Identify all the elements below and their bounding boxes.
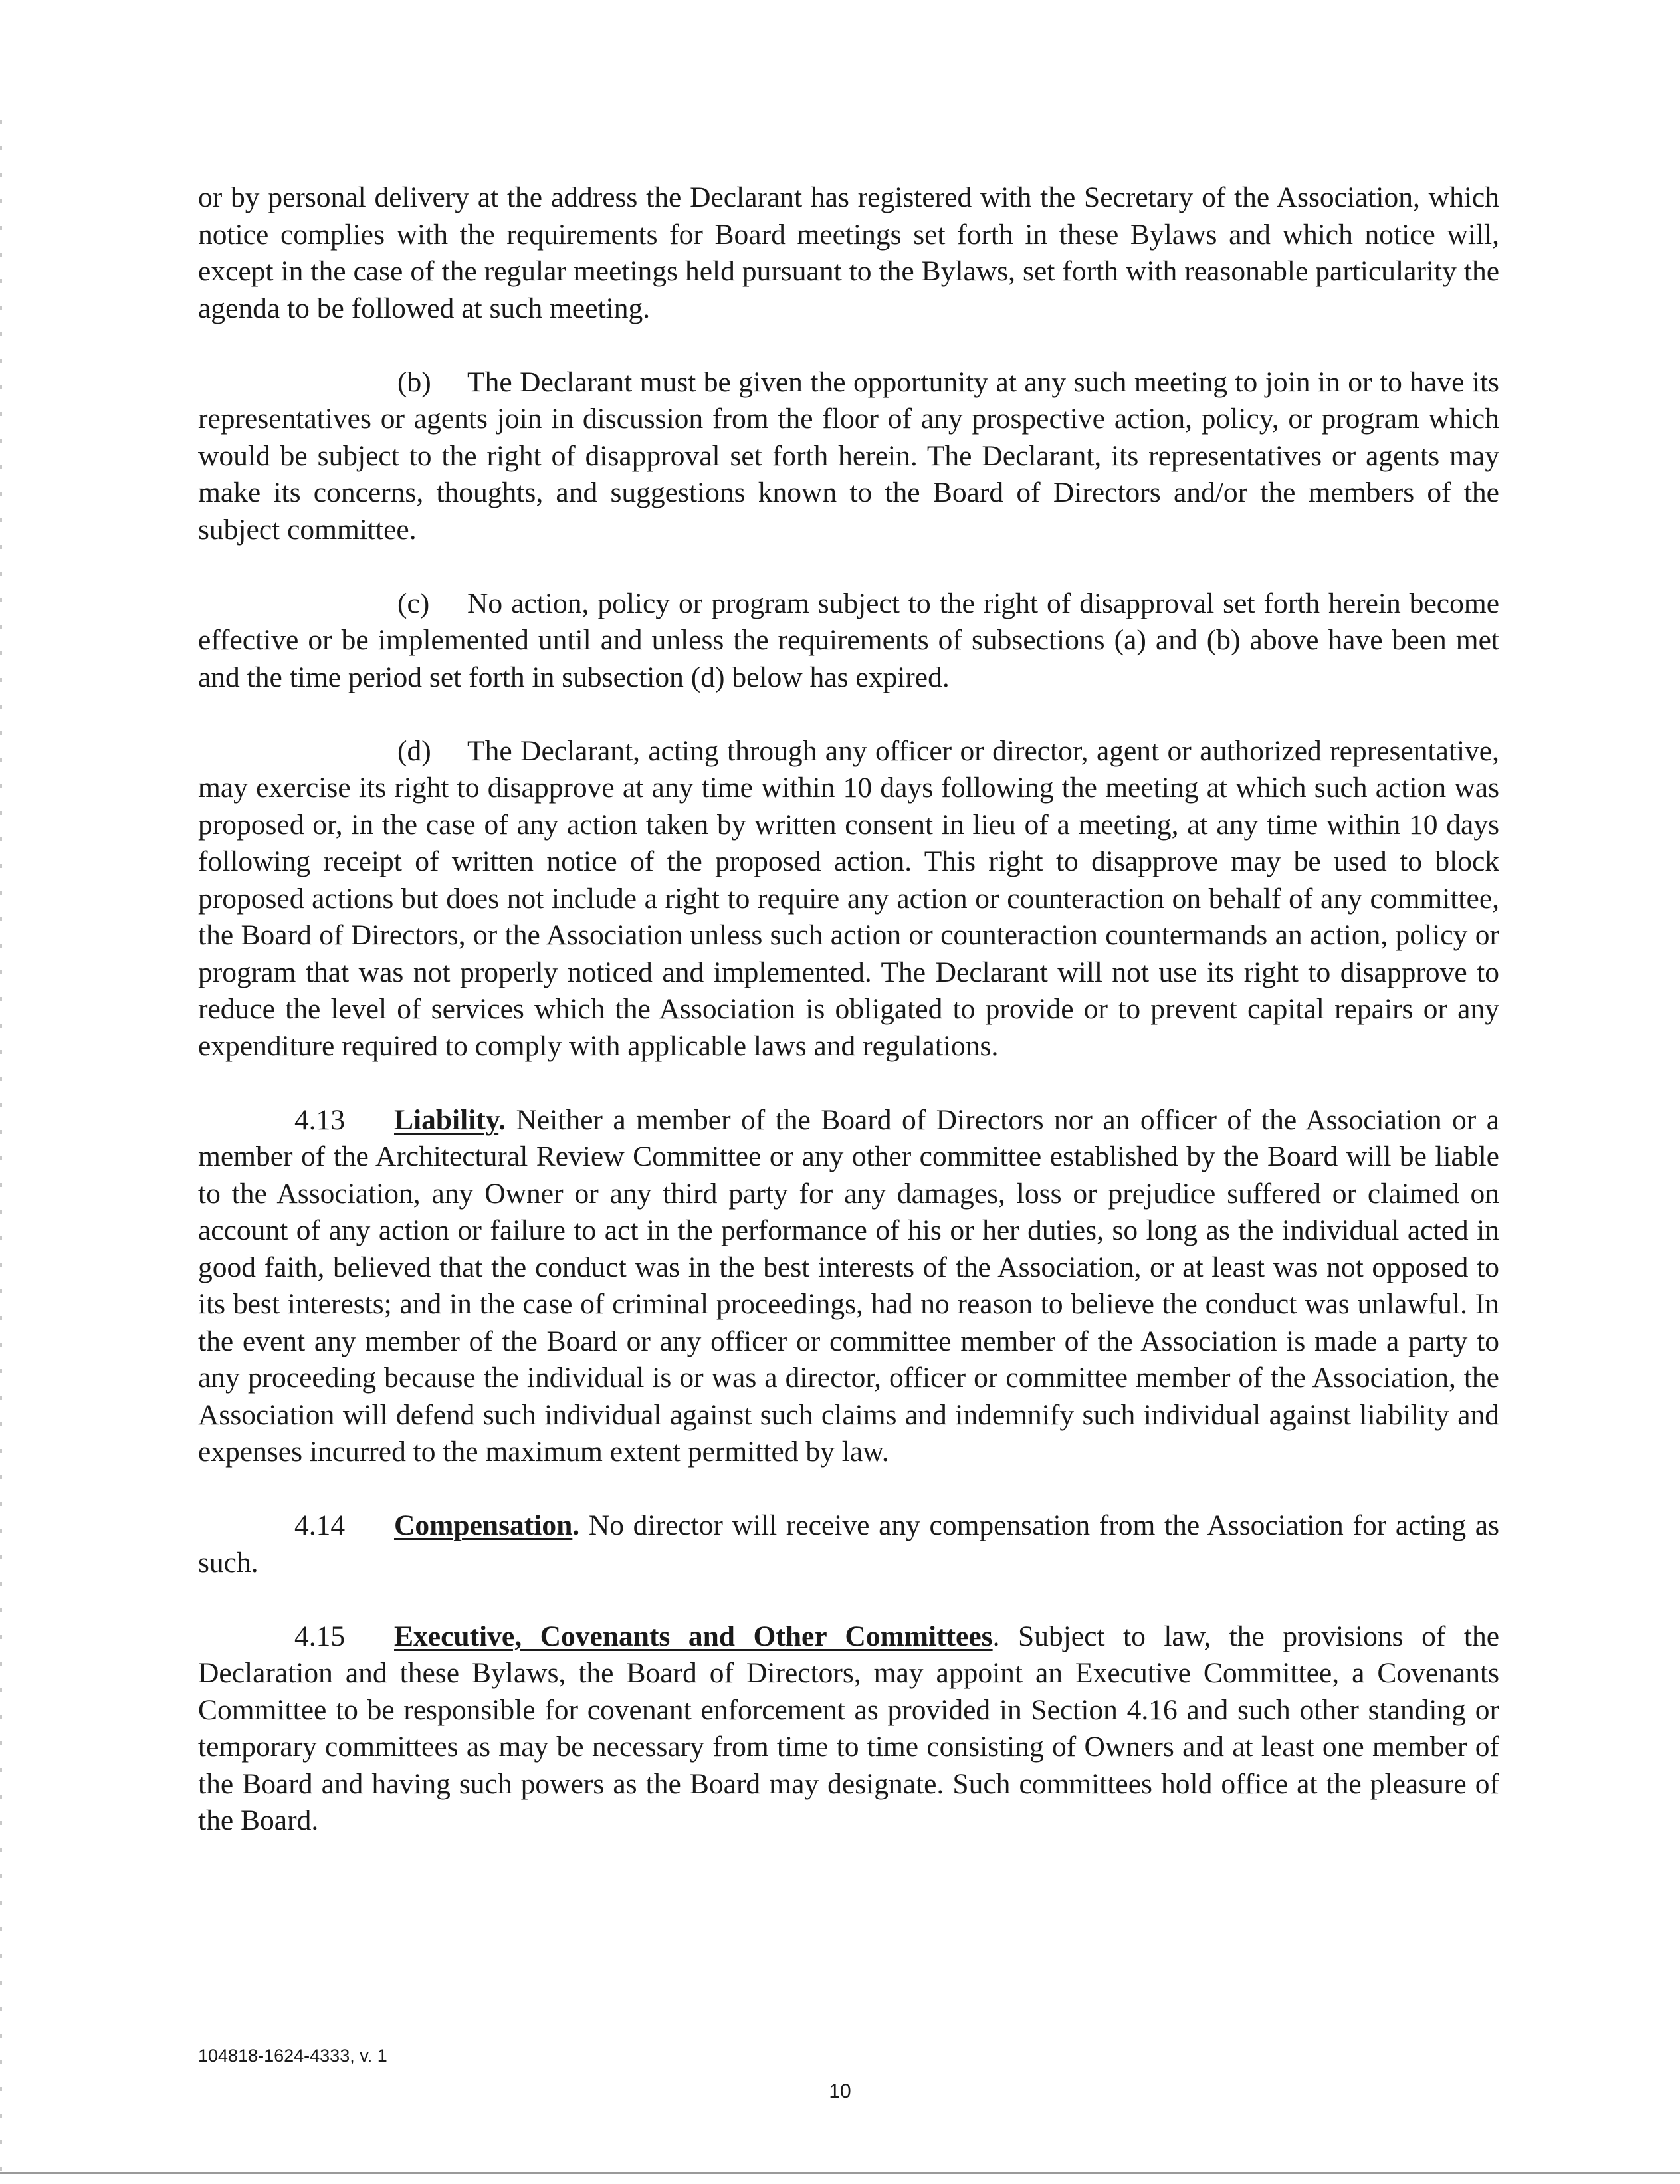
subsection-label: (c) [397,587,430,619]
section-4-15 [198,1618,1499,1840]
section-number: 4.14 [294,1509,346,1541]
subsection-text: No action, policy or program subject to the right of disapproval set forth herein become effective or be implemented until and unless the requirements of subsections (a) and (b) above have been met and the time period set forth in subsection (d) below has expired. [198,587,1499,693]
subsection-label: (d) [397,734,431,767]
scan-edge-left [0,120,2,2180]
section-text: No director will receive any compensation from the Association for acting as such. [198,1509,1500,1579]
continued-paragraph: or by personal delivery at the address the Declarant has registered with the Secretary of the Association, which notice complies with the requirements for Board meetings set forth in these Bylaws and which notice will, except in the case of the regular meetings held pursuant to the Bylaws, set forth with reasonable particularity the agenda to be followed at such meeting. [198,181,1499,324]
section-4-14 [198,1507,1499,1581]
subsection-label: (b) [397,366,431,398]
subsection-b [198,364,1499,549]
scan-edge-bottom [0,2172,1680,2174]
section-number: 4.13 [294,1103,346,1136]
page-number: 10 [829,2080,851,2102]
document-id: 104818-1624-4333, v. 1 [198,2046,387,2066]
document-body [198,179,1499,1876]
section-4-13 [198,1102,1499,1471]
section-heading-punct: . [572,1509,580,1541]
section-heading: Liability [394,1103,499,1136]
section-text: Neither a member of the Board of Directors nor an officer of the Association or a member of the Architectural Review Committee or any other committee established by the Board will be liable to the Association, any Owner or any third party for any damages, loss or prejudice suffered or claimed on account of any action or failure to act in the performance of his or her duties, so long as the individual acted in good faith, believed that the conduct was in the best interests of the Association, or at least was not opposed to its best interests; and in the case of criminal proceedings, had no reason to believe the conduct was unlawful. In the event any member of the Board or any officer or committee member of the Association is made a party to any proceeding because the individual is or was a director, officer or committee member of the Association, the Association will defend such individual against such claims and indemnify such individual against liability and expenses incurred to the maximum extent permitted by law. [198,1103,1500,1468]
subsection-c [198,586,1499,697]
section-text: Subject to law, the provisions of the Declaration and these Bylaws, the Board of Directors, may appoint an Executive Committee, a Covenants Committee to be responsible for covenant enforcement as provided in Section 4.16 and such other standing or temporary committees as may be necessary from time to time consisting of Owners and at least one member of the Board and having such powers as the Board may designate. Such committees hold office at the pleasure of the Board. [198,1620,1500,1836]
section-heading: Compensation [394,1509,573,1541]
subsection-d [198,733,1499,1065]
subsection-text: The Declarant must be given the opportunity at any such meeting to join in or to have its representatives or agents join in discussion from the floor of any prospective action, policy, or program which would be subject to the right of disapproval set forth herein. The Declarant, its representatives or agents may make its concerns, thoughts, and suggestions known to the Board of Directors and/or the members of the subject committee. [198,366,1499,546]
section-heading-punct: . [992,1620,1000,1652]
subsection-text: The Declarant, acting through any officer or director, agent or authorized representative, may exercise its right to disapprove at any time within 10 days following the meeting at which such action was proposed or, in the case of any action taken by written consent in lieu of a meeting, at any time within 10 days following receipt of written notice of the proposed action. This right to disapprove may be used to block proposed actions but does not include a right to require any action or counteraction on behalf of any committee, the Board of Directors, or the Association unless such action or counteraction countermands an action, policy or program that was not properly noticed and implemented. The Declarant will not use its right to disapprove to reduce the level of services which the Association is obligated to provide or to prevent capital repairs or any expenditure required to comply with applicable laws and regulations. [198,734,1499,1062]
section-heading-punct: . [498,1103,506,1136]
section-heading: Executive, Covenants and Other Committees [394,1620,993,1652]
section-number: 4.15 [294,1620,346,1652]
